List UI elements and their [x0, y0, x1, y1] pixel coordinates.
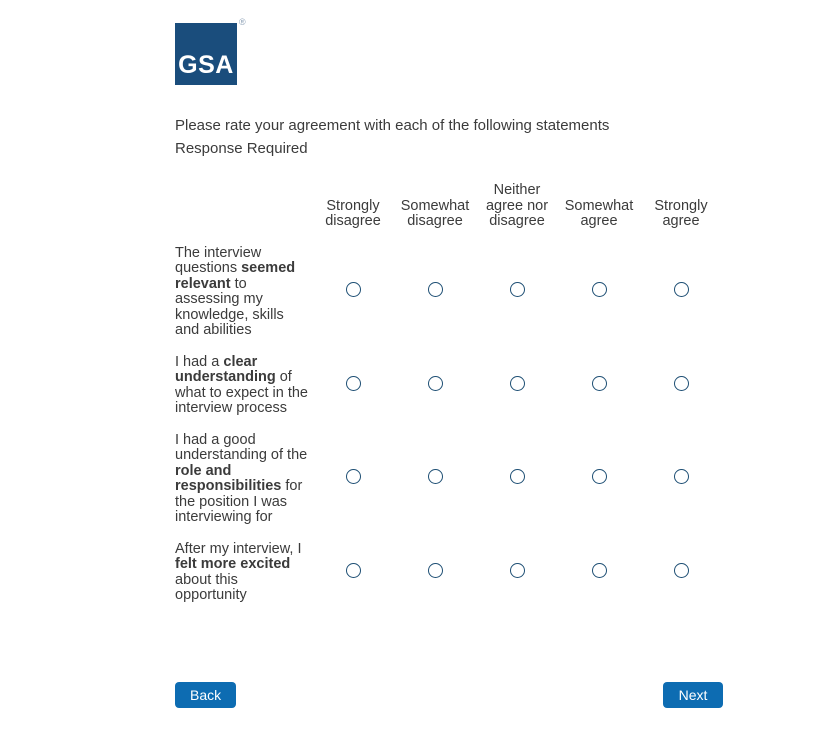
matrix-row	[175, 542, 722, 604]
column-header: Somewhat disagree	[400, 197, 470, 229]
column-header: Strongly agree	[654, 197, 708, 229]
response-required-label: Response Required	[175, 140, 308, 157]
matrix-header-row	[175, 183, 722, 230]
radio-button[interactable]	[592, 282, 607, 297]
matrix-row	[175, 433, 722, 526]
gsa-logo	[175, 17, 246, 85]
option-cell	[312, 433, 394, 526]
radio-button[interactable]	[674, 469, 689, 484]
statement-text: I had a clear understanding of what to expect in the interview process	[175, 353, 308, 416]
gsa-logo-text: GSA	[178, 51, 234, 79]
registered-trademark-icon: ®	[239, 17, 246, 27]
option-cell	[394, 433, 476, 526]
option-cell	[640, 542, 722, 604]
statement-text: I had a good understanding of the role and responsibilities for the position I was interviewing for	[175, 431, 308, 525]
option-cell	[476, 433, 558, 526]
option-cell	[558, 542, 640, 604]
radio-button[interactable]	[346, 469, 361, 484]
radio-button[interactable]	[428, 563, 443, 578]
radio-button[interactable]	[428, 469, 443, 484]
column-header: Neither agree nor disagree	[485, 182, 549, 229]
option-cell	[394, 355, 476, 417]
back-button[interactable]: Back	[175, 682, 236, 708]
likert-matrix	[175, 167, 722, 620]
radio-button[interactable]	[510, 563, 525, 578]
option-cell	[394, 246, 476, 339]
radio-button[interactable]	[674, 563, 689, 578]
option-cell	[312, 355, 394, 417]
radio-button[interactable]	[592, 469, 607, 484]
option-cell	[312, 246, 394, 339]
radio-button[interactable]	[674, 376, 689, 391]
option-cell	[640, 433, 722, 526]
matrix-row	[175, 246, 722, 339]
option-cell	[394, 542, 476, 604]
radio-button[interactable]	[592, 376, 607, 391]
navigation-footer	[175, 682, 723, 708]
matrix-row	[175, 355, 722, 417]
option-cell	[476, 542, 558, 604]
radio-button[interactable]	[510, 469, 525, 484]
statement-text: After my interview, I felt more excited about this opportunity	[175, 540, 302, 603]
radio-button[interactable]	[346, 282, 361, 297]
survey-page	[175, 17, 723, 708]
option-cell	[476, 355, 558, 417]
statement-column-spacer	[175, 183, 312, 230]
radio-button[interactable]	[510, 376, 525, 391]
column-header: Somewhat agree	[564, 197, 634, 229]
radio-button[interactable]	[592, 563, 607, 578]
option-cell	[558, 355, 640, 417]
radio-button[interactable]	[510, 282, 525, 297]
question-title: Please rate your agreement with each of the following statements	[175, 117, 610, 134]
option-cell	[558, 433, 640, 526]
statement-text: The interview questions seemed relevant to assessing my knowledge, skills and abilities	[175, 244, 296, 338]
radio-button[interactable]	[674, 282, 689, 297]
option-cell	[640, 246, 722, 339]
next-button[interactable]: Next	[663, 682, 723, 708]
option-cell	[312, 542, 394, 604]
radio-button[interactable]	[428, 282, 443, 297]
radio-button[interactable]	[346, 563, 361, 578]
radio-button[interactable]	[428, 376, 443, 391]
gsa-logo-square	[175, 23, 237, 85]
option-cell	[558, 246, 640, 339]
column-header: Strongly disagree	[325, 197, 381, 229]
option-cell	[476, 246, 558, 339]
option-cell	[640, 355, 722, 417]
radio-button[interactable]	[346, 376, 361, 391]
